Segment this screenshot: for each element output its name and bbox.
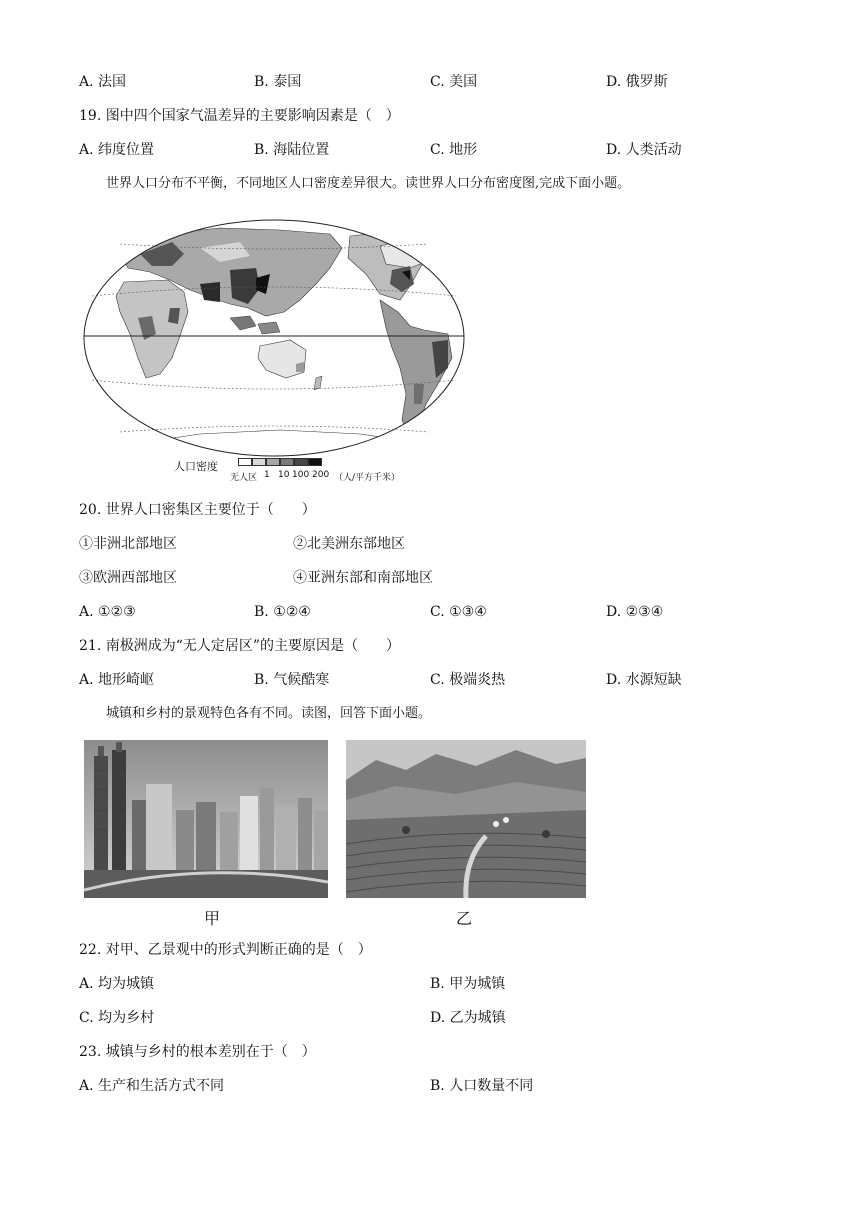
legend-swatch (294, 458, 308, 466)
map-legend (174, 456, 474, 484)
legend-unit: （人/平方千米） (334, 473, 401, 483)
q22-options-row2 (0, 1008, 860, 1028)
village-photo-caption: 乙 (456, 909, 473, 928)
legend-tick-10: 10 (278, 470, 290, 480)
q22-option-b: B. 甲为城镇 (430, 976, 506, 992)
q21-option-b: B. 气候酷寒 (254, 672, 330, 688)
legend-tick-200: 200 (312, 470, 330, 480)
village-photo (346, 740, 586, 898)
legend-tick-none: 无人区 (230, 473, 258, 483)
q22-option-a: A. 均为城镇 (79, 976, 155, 992)
q19-option-d: D. 人类活动 (606, 142, 682, 158)
q20-items-row2 (0, 568, 860, 588)
legend-title: 人口密度 (174, 460, 218, 473)
q18-option-b: B. 泰国 (254, 74, 302, 90)
legend-swatch (238, 458, 252, 466)
q20-option-a: A. ①②③ (79, 604, 136, 620)
city-photo-graphic (84, 740, 328, 898)
q20-option-d: D. ②③④ (606, 604, 664, 620)
q20-item-3: ③欧洲西部地区 (79, 570, 177, 586)
q20-option-c: C. ①③④ (430, 604, 487, 620)
q21-option-c: C. 极端炎热 (430, 672, 506, 688)
q22-option-c: C. 均为乡村 (79, 1010, 155, 1026)
legend-swatch (252, 458, 266, 466)
q22-options-row1 (0, 974, 860, 994)
city-photo-caption: 甲 (204, 909, 221, 928)
legend-swatch (280, 458, 294, 466)
village-photo-graphic (346, 740, 586, 898)
world-map-graphic (80, 208, 468, 484)
q21-options (0, 670, 860, 690)
q20-items-row1 (0, 534, 860, 554)
q19-option-b: B. 海陆位置 (254, 142, 330, 158)
q22-stem: 22. 对甲、乙景观中的形式判断正确的是（ ） (79, 942, 372, 958)
q18-option-a: A. 法国 (79, 74, 127, 90)
world-population-map (80, 208, 468, 484)
q23-options (0, 1076, 860, 1096)
q23-option-b: B. 人口数量不同 (430, 1078, 534, 1094)
q20-item-1: ①非洲北部地区 (79, 536, 177, 552)
q20-options (0, 602, 860, 622)
intro-landscape: 城镇和乡村的景观特色各有不同。读图，回答下面小题。 (106, 706, 432, 721)
q20-stem: 20. 世界人口密集区主要位于（ ） (79, 502, 316, 518)
q21-option-a: A. 地形崎岖 (79, 672, 155, 688)
q18-option-d: D. 俄罗斯 (606, 74, 668, 90)
legend-swatch (308, 458, 322, 466)
intro-population: 世界人口分布不平衡，不同地区人口密度差异很大。读世界人口分布密度图,完成下面小题。 (106, 176, 631, 191)
q23-option-a: A. 生产和生活方式不同 (79, 1078, 225, 1094)
q20-item-2: ②北美洲东部地区 (293, 536, 405, 552)
q18-option-c: C. 美国 (430, 74, 478, 90)
q21-option-d: D. 水源短缺 (606, 672, 682, 688)
q23-stem: 23. 城镇与乡村的根本差别在于（ ） (79, 1044, 316, 1060)
q19-option-a: A. 纬度位置 (79, 142, 155, 158)
q18-options (0, 72, 860, 92)
legend-tick-100: 100 (292, 470, 310, 480)
legend-swatch (266, 458, 280, 466)
q19-option-c: C. 地形 (430, 142, 478, 158)
q19-options (0, 140, 860, 160)
legend-tick-1: 1 (264, 470, 270, 480)
q19-stem: 19. 图中四个国家气温差异的主要影响因素是（ ） (79, 108, 400, 124)
city-photo (84, 740, 328, 898)
q20-item-4: ④亚洲东部和南部地区 (293, 570, 433, 586)
q21-stem: 21. 南极洲成为“无人定居区”的主要原因是（ ） (79, 638, 401, 654)
q20-option-b: B. ①②④ (254, 604, 311, 620)
q22-option-d: D. 乙为城镇 (430, 1010, 506, 1026)
